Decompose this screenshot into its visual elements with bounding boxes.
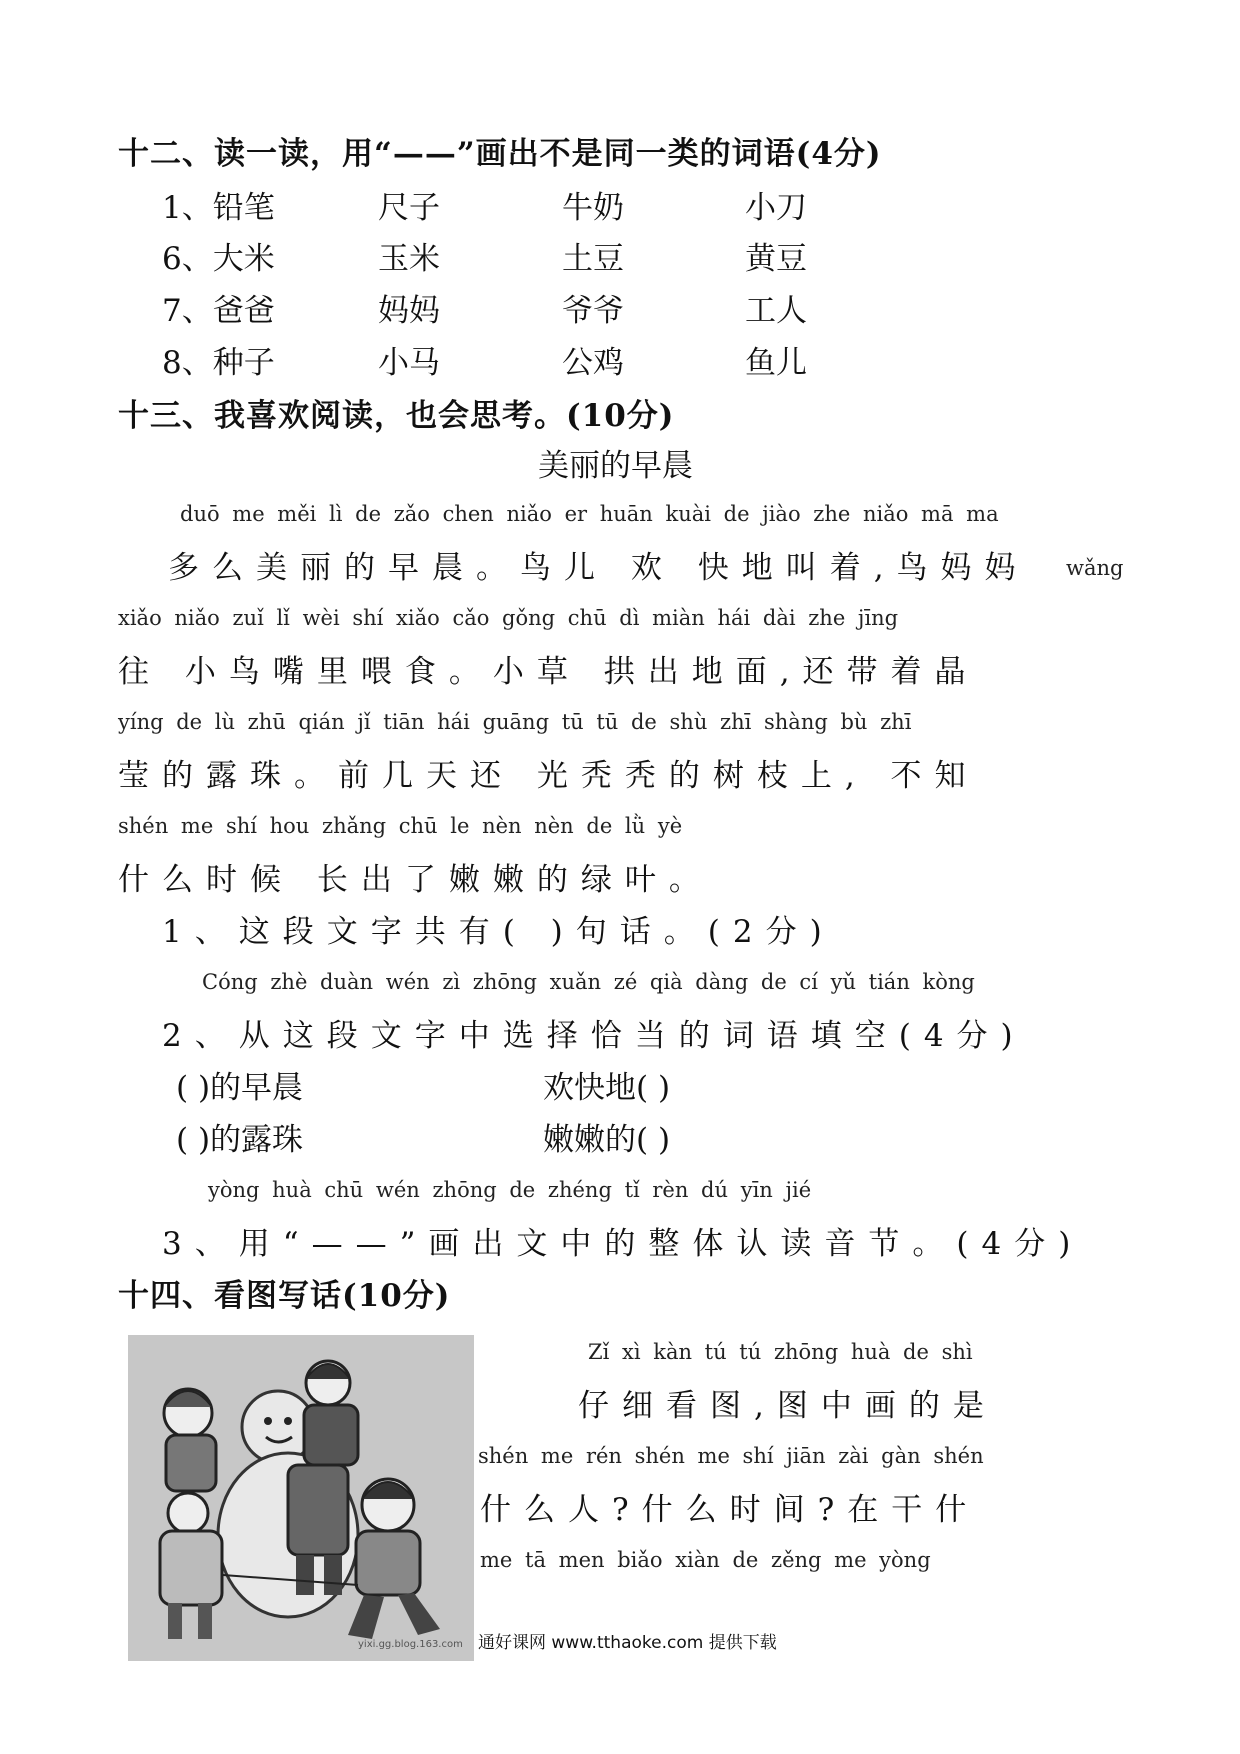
word-row-4-col-4: 鱼儿 [745, 345, 807, 381]
word-row-4-col-1: 8、种子 [162, 345, 275, 381]
snowman-children-picture-icon [128, 1335, 474, 1661]
word-row-3-col-3: 爷爷 [562, 293, 624, 329]
word-row-3-col-4: 工人 [745, 293, 807, 329]
word-row-2-col-3: 土豆 [562, 241, 624, 277]
section-14-line-1: 仔细看图,图中画的是 [578, 1388, 997, 1424]
pinyin-line-1-tail: wǎng [1066, 556, 1124, 580]
section-14-pinyin-2: shén me rén shén me shí jiān zài gàn shén [478, 1444, 984, 1468]
word-row-4-col-3: 公鸡 [562, 345, 624, 381]
snowman-children-illustration [128, 1335, 474, 1661]
section-13-heading: 十三、我喜欢阅读，也会思考。(10分) [118, 398, 675, 434]
word-row-4-col-2: 小马 [378, 345, 440, 381]
section-12-heading: 十二、读一读，用“——”画出不是同一类的词语(4分) [118, 136, 882, 172]
word-row-1-col-4: 小刀 [745, 190, 807, 226]
word-row-1-col-1: 1、铅笔 [162, 190, 275, 226]
fill-blank-1-left: ( )的早晨 [176, 1070, 304, 1106]
fill-blank-1-right: 欢快地( ) [543, 1070, 671, 1106]
pinyin-line-4: shén me shí hou zhǎng chū le nèn nèn de lǜ yè [118, 814, 683, 838]
question-3-pinyin: yòng huà chū wén zhōng de zhéng tǐ rèn dú yīn jié [208, 1178, 812, 1202]
question-3: 3、用“——”画出文中的整体认读音节。(4分) [162, 1226, 1084, 1262]
question-2: 2、从这段文字中选择恰当的词语填空(4分) [162, 1018, 1026, 1054]
fill-blank-2-left: ( )的露珠 [176, 1122, 304, 1158]
pinyin-line-1: duō me měi lì de zǎo chen niǎo er huān kuài de jiào zhe niǎo mā ma [180, 502, 999, 526]
word-row-3-col-2: 妈妈 [378, 293, 440, 329]
question-1: 1、这段文字共有( )句话。(2分) [162, 914, 835, 950]
fill-blank-2-right: 嫩嫩的( ) [543, 1122, 671, 1158]
page-footer: 通好课网 www.tthaoke.com 提供下载 [478, 1633, 777, 1653]
word-row-1-col-3: 牛奶 [562, 190, 624, 226]
word-row-2-col-2: 玉米 [378, 241, 440, 277]
passage-title: 美丽的早晨 [538, 448, 693, 484]
word-row-3-col-1: 7、爸爸 [162, 293, 275, 329]
section-14-line-2: 什么人?什么时间?在干什 [480, 1492, 980, 1528]
passage-line-1: 多么美丽的早晨。鸟儿 欢 快地叫着,鸟妈妈 [168, 550, 1029, 586]
question-2-pinyin: Cóng zhè duàn wén zì zhōng xuǎn zé qià dàng de cí yǔ tián kòng [202, 970, 975, 994]
pinyin-line-2: xiǎo niǎo zuǐ lǐ wèi shí xiǎo cǎo gǒng chū dì miàn hái dài zhe jīng [118, 606, 899, 630]
section-14-heading: 十四、看图写话(10分) [118, 1278, 451, 1314]
passage-line-4: 什么时候 长出了嫩嫩的绿叶。 [118, 862, 713, 898]
passage-line-2: 往 小鸟嘴里喂食。小草 拱出地面,还带着晶 [118, 654, 979, 690]
pinyin-line-3: yíng de lù zhū qián jǐ tiān hái guāng tū tū de shù zhī shàng bù zhī [118, 710, 912, 734]
word-row-2-col-4: 黄豆 [745, 241, 807, 277]
passage-line-3: 莹的露珠。前几天还 光秃秃的树枝上, 不知 [118, 758, 979, 794]
section-14-pinyin-1: Zǐ xì kàn tú tú zhōng huà de shì [588, 1340, 973, 1364]
word-row-2-col-1: 6、大米 [162, 241, 275, 277]
section-14-pinyin-3: me tā men biǎo xiàn de zěng me yòng [480, 1548, 931, 1572]
image-caption: yixi.gg.blog.163.com [358, 1639, 463, 1650]
word-row-1-col-2: 尺子 [378, 190, 440, 226]
